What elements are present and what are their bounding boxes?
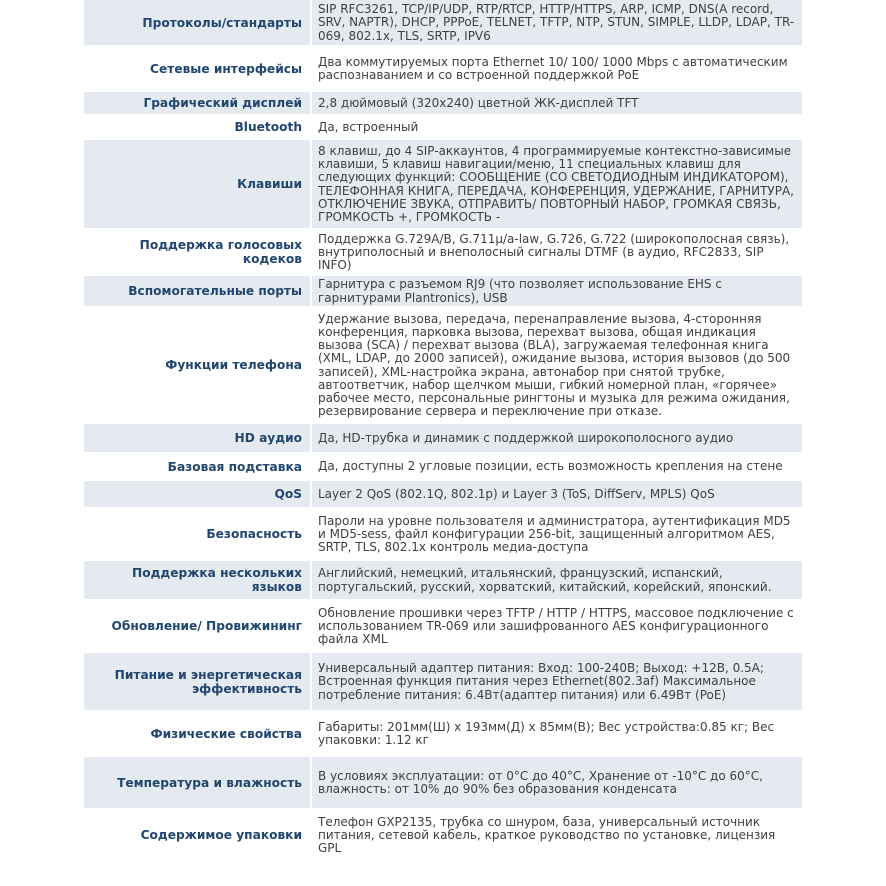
spec-row-phone-features <box>84 308 802 424</box>
spec-row-keys <box>84 140 802 230</box>
spec-row-aux-ports <box>84 276 802 308</box>
spec-value: Да, встроенный <box>310 116 802 138</box>
spec-label: Вспомогательные порты <box>84 276 310 306</box>
spec-value: Телефон GXP2135, трубка со шнуром, база, универсальный источник питания, сетевой кабель, краткое руководство по установке, лицензия GPL <box>310 810 802 860</box>
spec-label: Безопасность <box>84 509 310 559</box>
spec-label: Протоколы/стандарты <box>84 0 310 45</box>
spec-value: Да, HD-трубка и динамик с поддержкой широкополосного аудио <box>310 424 802 452</box>
spec-label: Физические свойства <box>84 712 310 755</box>
spec-value: Английский, немецкий, итальянский, французский, испанский, португальский, русский, хорватский, китайский, корейский, японский. <box>310 561 802 599</box>
spec-row-power <box>84 653 802 712</box>
spec-value: Layer 2 QoS (802.1Q, 802.1p) и Layer 3 (ToS, DiffServ, MPLS) QoS <box>310 481 802 507</box>
spec-value: Удержание вызова, передача, перенаправление вызова, 4-сторонняя конференция, парковка вызова, перехват вызова, общая индикация вызова (SCA) / перехват вызова (BLA), загружаемая телефонная книга (XML, LDAP, до 2000 записей), ожидание вызова, история вызовов (до 500 записей), XML-настройка экрана, автонабор при снятой трубке, автоответчик, набор щелчком мыши, гибкий номерной план, «горячее» рабочее место, персональные рингтоны и музыка для режима ожидания, резервирование сервера и переключение при отказе. <box>310 308 802 422</box>
spec-row-provisioning <box>84 601 802 653</box>
spec-value: 2,8 дюймовый (320x240) цветной ЖК-дисплей TFT <box>310 92 802 114</box>
spec-label: Сетевые интерфейсы <box>84 47 310 90</box>
spec-value: Да, доступны 2 угловые позиции, есть возможность крепления на стене <box>310 454 802 479</box>
spec-row-package <box>84 810 802 862</box>
spec-row-network <box>84 47 802 92</box>
spec-value: Поддержка G.729A/B, G.711μ/a-law, G.726, G.722 (широкополосная связь), внутриполосный и внеполосный сигналы DTMF (в аудио, RFC2833, SIP INFO) <box>310 230 802 274</box>
spec-row-physical <box>84 712 802 757</box>
spec-value: Габариты: 201мм(Ш) x 193мм(Д) x 85мм(В); Вес устройства:0.85 кг; Вес упаковки: 1.12 кг <box>310 712 802 755</box>
spec-value: SIP RFC3261, TCP/IP/UDP, RTP/RTCP, HTTP/HTTPS, ARP, ICMP, DNS(A record, SRV, NAPTR), DHCP, PPPoE, TELNET, TFTP, NTP, STUN, SIMPLE, LLDP, LDAP, TR-069, 802.1x, TLS, SRTP, IPV6 <box>310 0 802 45</box>
spec-row-bluetooth <box>84 116 802 140</box>
spec-value: Пароли на уровне пользователя и администратора, аутентификация MD5 и MD5-sess, файл конфигурации 256-bit, защищенный алгоритмом AES, SRTP, TLS, 802.1x контроль медиа-доступа <box>310 509 802 559</box>
spec-row-protocols <box>84 0 802 47</box>
spec-value: Два коммутируемых порта Ethernet 10/ 100/ 1000 Mbps с автоматическим распознаванием и со встроенной поддержкой PoE <box>310 47 802 90</box>
spec-label: Поддержка нескольких языков <box>84 561 310 599</box>
spec-label: Клавиши <box>84 140 310 228</box>
spec-label: Функции телефона <box>84 308 310 422</box>
spec-label: Питание и энергетическая эффективность <box>84 653 310 710</box>
spec-label: Поддержка голосовых кодеков <box>84 230 310 274</box>
spec-table <box>84 0 802 862</box>
spec-row-temperature <box>84 757 802 810</box>
spec-value: Универсальный адаптер питания: Вход: 100-240В; Выход: +12В, 0.5А; Встроенная функция питания через Ethernet(802.3af) Максимальное потребление питания: 6.4Вт(адаптер питания) или 6.49Вт (PoE) <box>310 653 802 710</box>
spec-row-languages <box>84 561 802 601</box>
spec-label: Содержимое упаковки <box>84 810 310 860</box>
spec-label: Температура и влажность <box>84 757 310 808</box>
spec-row-security <box>84 509 802 561</box>
spec-row-stand <box>84 454 802 481</box>
spec-label: Графический дисплей <box>84 92 310 114</box>
spec-row-display <box>84 92 802 116</box>
spec-value: В условиях эксплуатации: от 0°C до 40°C, Хранение от -10°C до 60°C, влажность: от 10% до 90% без образования конденсата <box>310 757 802 808</box>
spec-row-hd-audio <box>84 424 802 454</box>
spec-value: Обновление прошивки через TFTP / HTTP / HTTPS, массовое подключение с использованием TR-069 или зашифрованного AES конфигурационного файла XML <box>310 601 802 651</box>
spec-value: 8 клавиш, до 4 SIP-аккаунтов, 4 программируемые контекстно-зависимые клавиши, 5 клавиш навигации/меню, 11 специальных клавиш для следующих функций: СООБЩЕНИЕ (СО СВЕТОДИОДНЫМ ИНДИКАТОРОМ), ТЕЛЕФОННАЯ КНИГА, ПЕРЕДАЧА, КОНФЕРЕНЦИЯ, УДЕРЖАНИЕ, ГАРНИТУРА, ОТКЛЮЧЕНИЕ ЗВУКА, ОТПРАВИТЬ/ ПОВТОРНЫЙ НАБОР, ГРОМКАЯ СВЯЗЬ, ГРОМКОСТЬ +, ГРОМКОСТЬ - <box>310 140 802 228</box>
spec-value: Гарнитура с разъемом RJ9 (что позволяет использование EHS с гарнитурами Plantronics), USB <box>310 276 802 306</box>
spec-label: Обновление/ Провижининг <box>84 601 310 651</box>
spec-label: QoS <box>84 481 310 507</box>
spec-label: HD аудио <box>84 424 310 452</box>
spec-label: Bluetooth <box>84 116 310 138</box>
spec-label: Базовая подставка <box>84 454 310 479</box>
spec-row-codecs <box>84 230 802 276</box>
spec-row-qos <box>84 481 802 509</box>
